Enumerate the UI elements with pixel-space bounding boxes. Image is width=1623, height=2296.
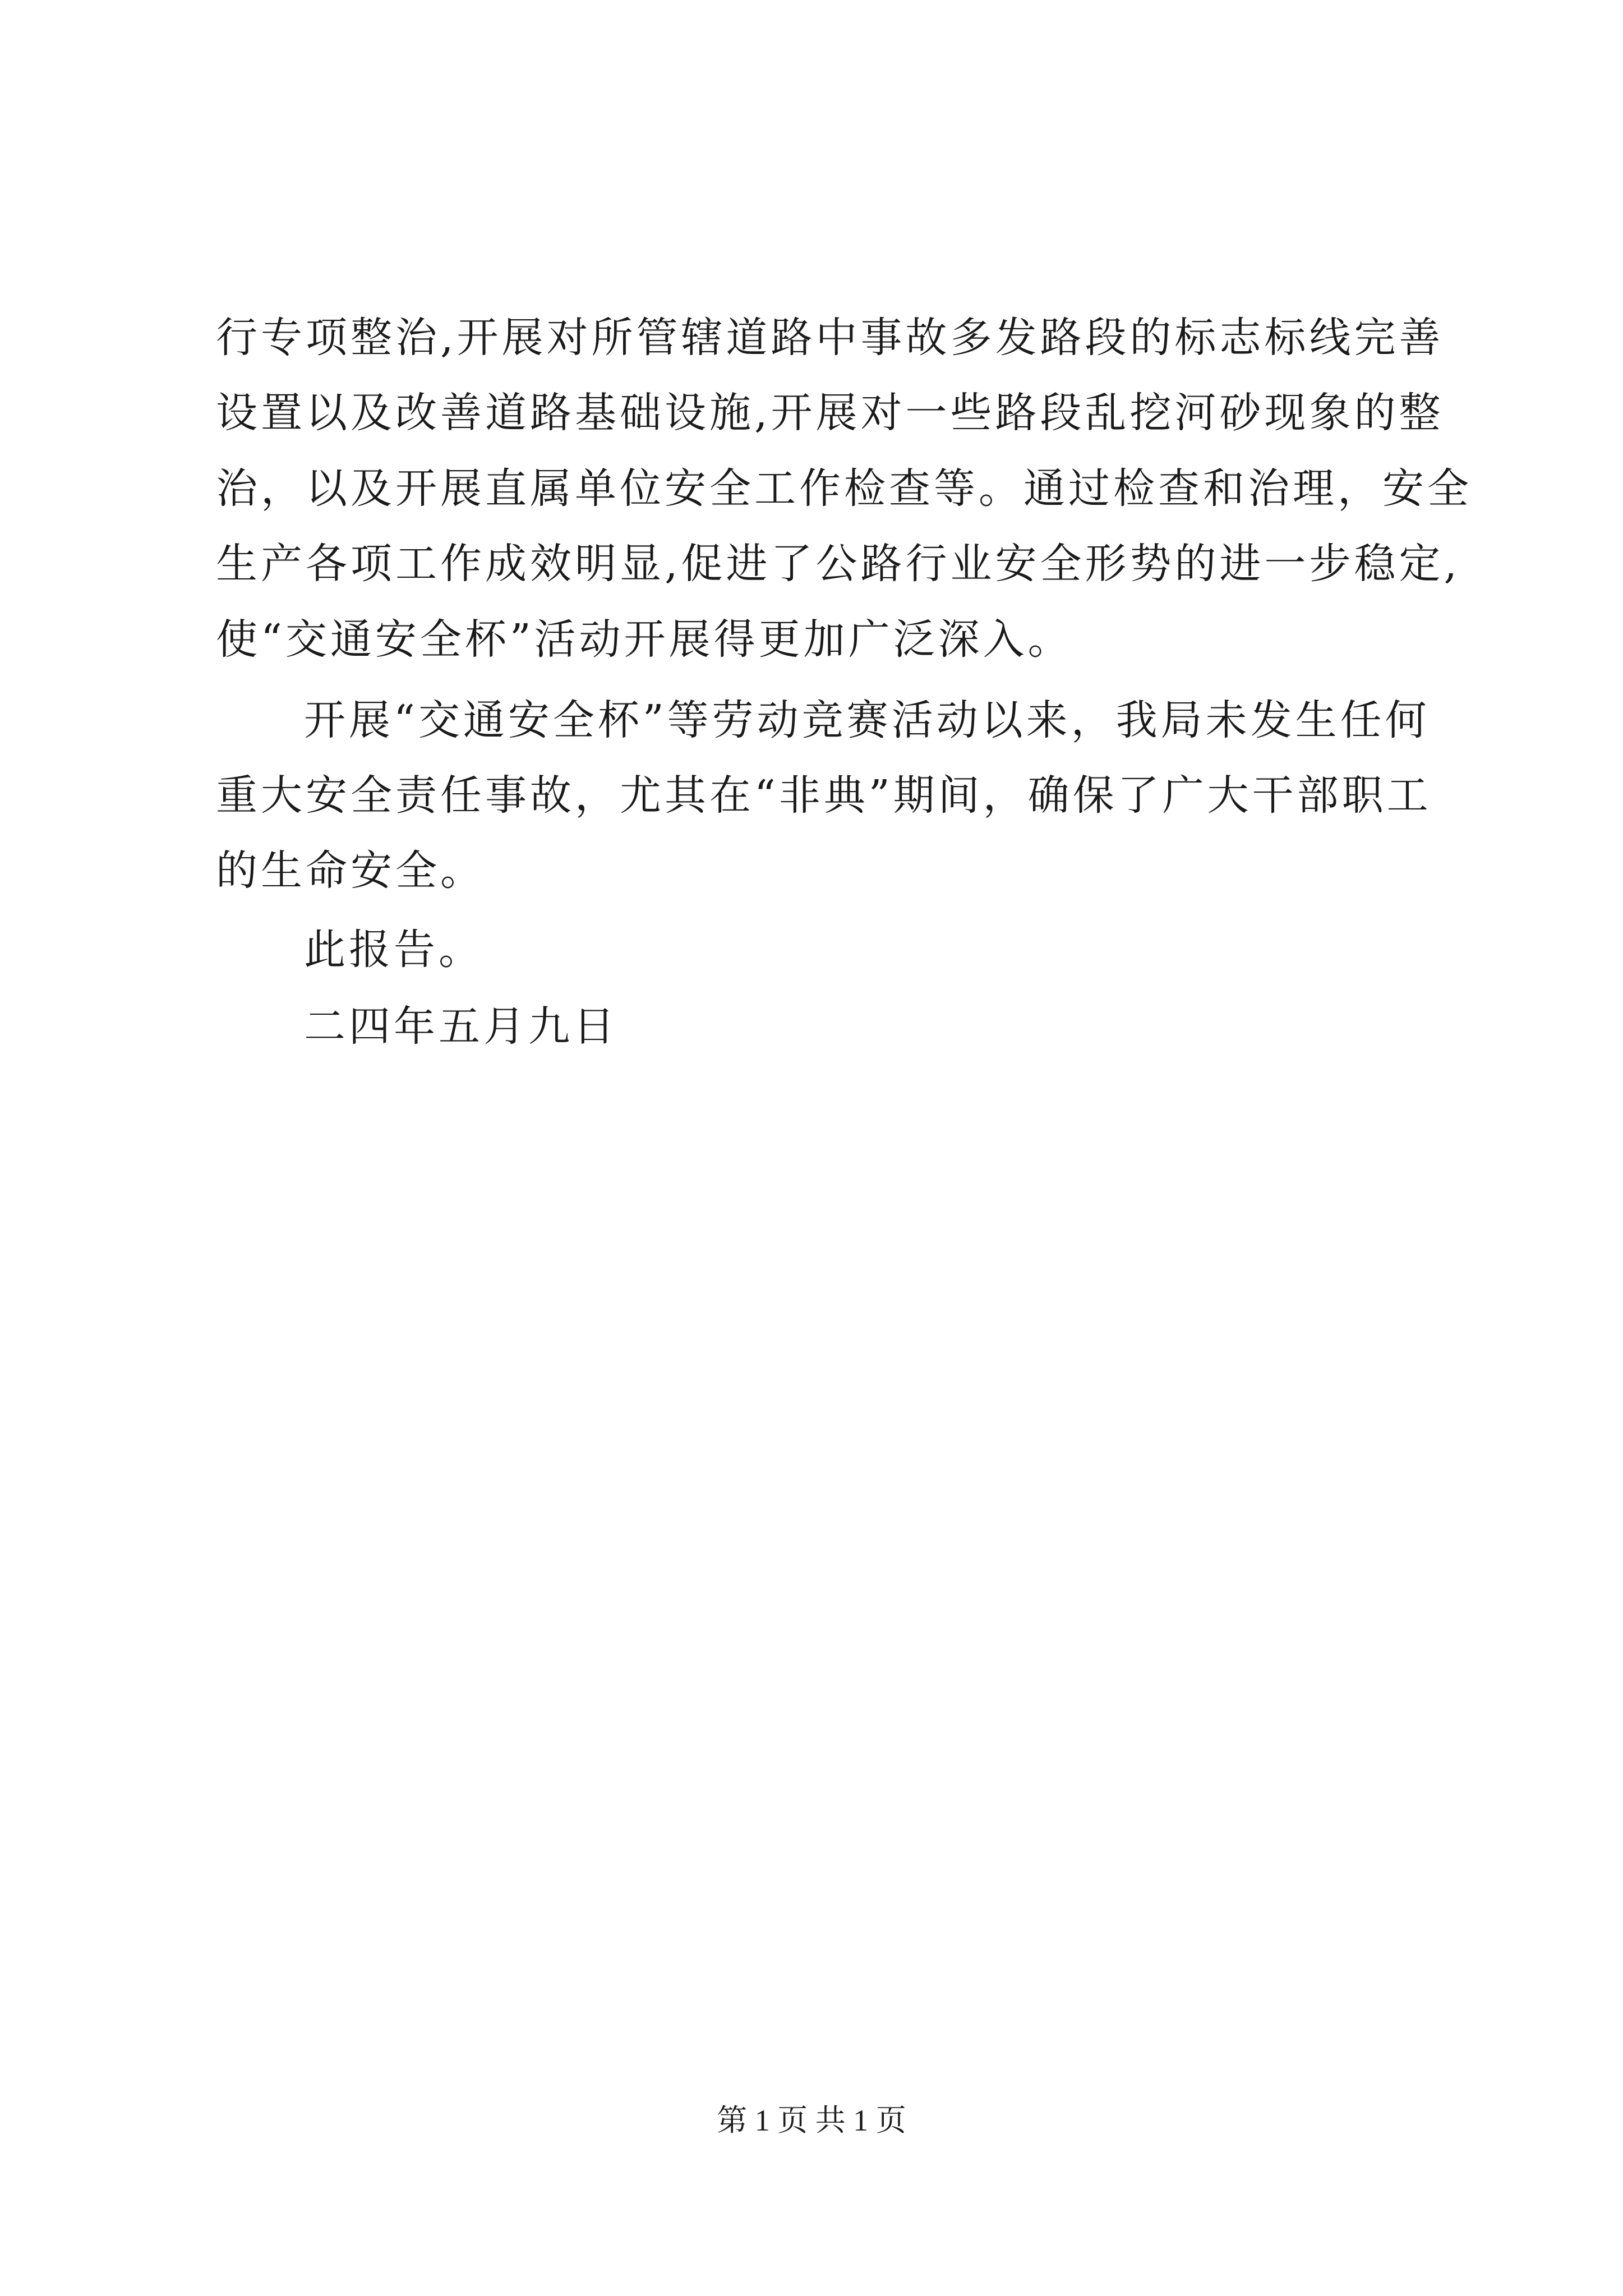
paragraph-1-line-3: 治，以及开展直属单位安全工作检查等。通过检查和治理，安全	[216, 464, 1472, 513]
paragraph-2-line-1: 开展“交通安全杯”等劳动竞赛活动以来，我局未发生任何	[304, 696, 1430, 744]
paragraph-1-line-1: 行专项整治,开展对所管辖道路中事故多发路段的标志标线完善	[216, 314, 1444, 362]
paragraph-1-line-2: 设置以及改善道路基础设施,开展对一些路段乱挖河砂现象的整	[216, 389, 1444, 437]
paragraph-2-line-2: 重大安全责任事故，尤其在“非典”期间，确保了广大干部职工	[216, 771, 1432, 820]
paragraph-1-line-5: 使“交通安全杯”活动开展得更加广泛深入。	[216, 615, 1073, 664]
page-footer: 第 1 页 共 1 页	[717, 2104, 906, 2137]
document-date: 二四年五月九日	[304, 1002, 618, 1051]
paragraph-2-line-3: 的生命安全。	[216, 846, 485, 895]
closing-text: 此报告。	[304, 926, 483, 974]
paragraph-1-line-4: 生产各项工作成效明显,促进了公路行业安全形势的进一步稳定,	[216, 540, 1461, 588]
